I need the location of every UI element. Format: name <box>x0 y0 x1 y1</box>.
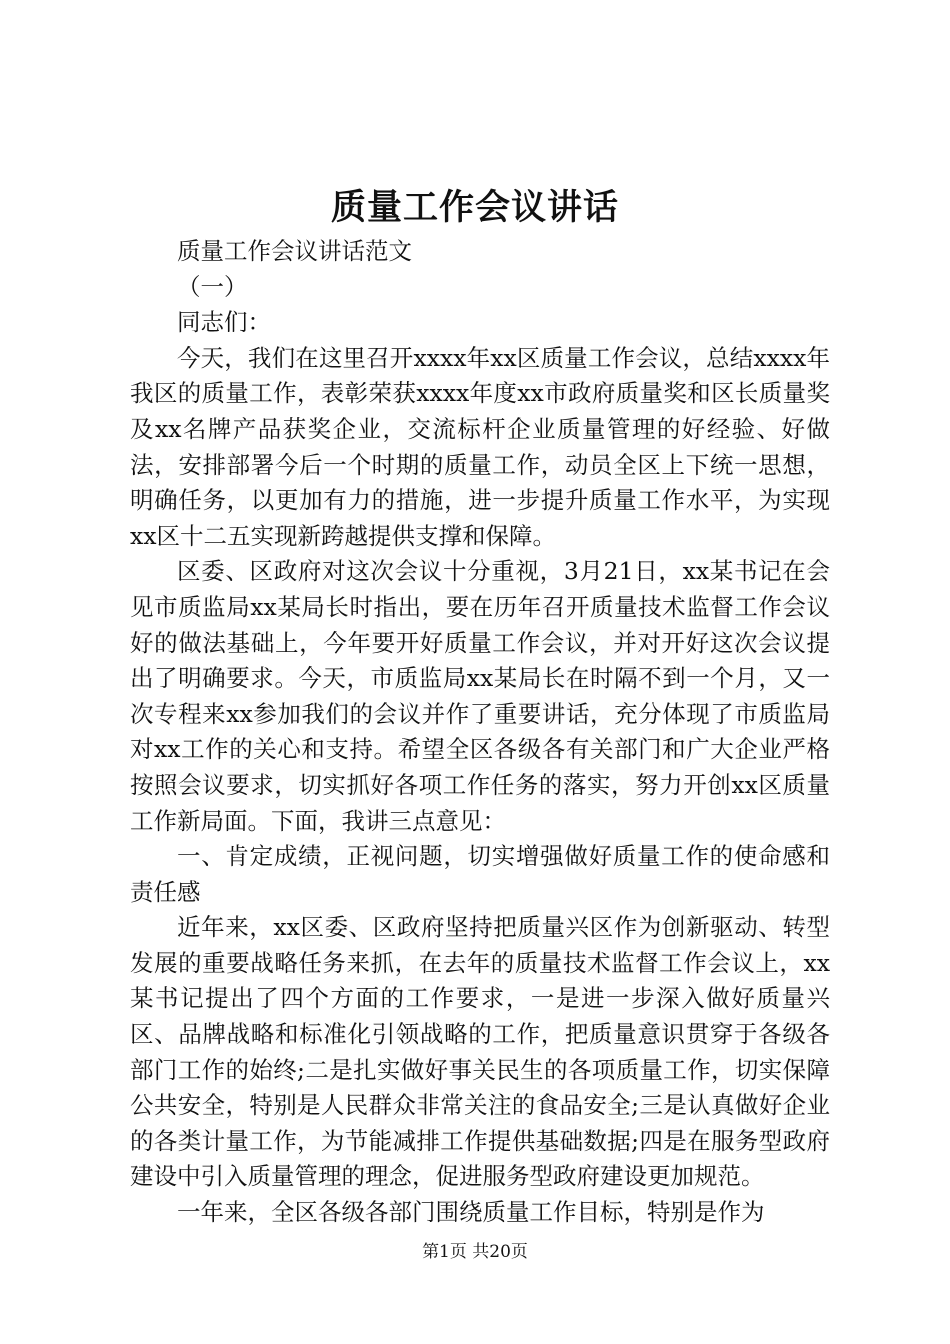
section-number-paragraph: （一） <box>177 272 248 301</box>
section-heading-paragraph: 一、肯定成绩，正视问题，切实增强做好质量工作的使命感和责任感 <box>130 842 830 906</box>
subtitle-paragraph: 质量工作会议讲话范文 <box>177 237 412 265</box>
page-footer: 第1页 共20页 <box>422 1242 528 1262</box>
document-body <box>130 234 830 1231</box>
body-paragraph: 今天，我们在这里召开xxxx年xx区质量工作会议，总结xxxx年我区的质量工作，表彰荣获xxxx年度xx市政府质量奖和区长质量奖及xx名牌产品获奖企业，交流标杆企业质量管理的好经验、好做法，安排部署今后一个时期的质量工作，动员全区上下统一思想，明确任务，以更加有力的措施，进一步提升质量工作水平，为实现xx区十二五实现新跨越提供支撑和保障。 <box>130 343 830 550</box>
body-paragraph: 近年来，xx区委、区政府坚持把质量兴区作为创新驱动、转型发展的重要战略任务来抓，在去年的质量技术监督工作会议上，xx某书记提出了四个方面的工作要求，一是进一步深入做好质量兴区、品牌战略和标准化引领战略的工作，把质量意识贯穿于各级各部门工作的始终;二是扎实做好事关民生的各项质量工作，切实保障公共安全，特别是人民群众非常关注的食品安全;三是认真做好企业的各类计量工作，为节能减排工作提供基础数据;四是在服务型政府建设中引入质量管理的理念，促进服务型政府建设更加规范。 <box>130 913 830 1191</box>
body-paragraph: 区委、区政府对这次会议十分重视，3月21日，xx某书记在会见市质监局xx某局长时指出，要在历年召开质量技术监督工作会议好的做法基础上，今年要开好质量工作会议，并对开好这次会议提出了明确要求。今天，市质监局xx某局长在时隔不到一个月，又一次专程来xx参加我们的会议并作了重要讲话，充分体现了市质监局对xx工作的关心和支持。希望全区各级各有关部门和广大企业严格按照会议要求，切实抓好各项工作任务的落实，努力开创xx区质量工作新局面。下面，我讲三点意见： <box>130 557 830 835</box>
salutation-paragraph: 同志们： <box>177 308 271 337</box>
document-title: 质量工作会议讲话 <box>330 187 619 228</box>
body-paragraph: 一年来，全区各级各部门围绕质量工作目标，特别是作为 <box>177 1198 765 1227</box>
